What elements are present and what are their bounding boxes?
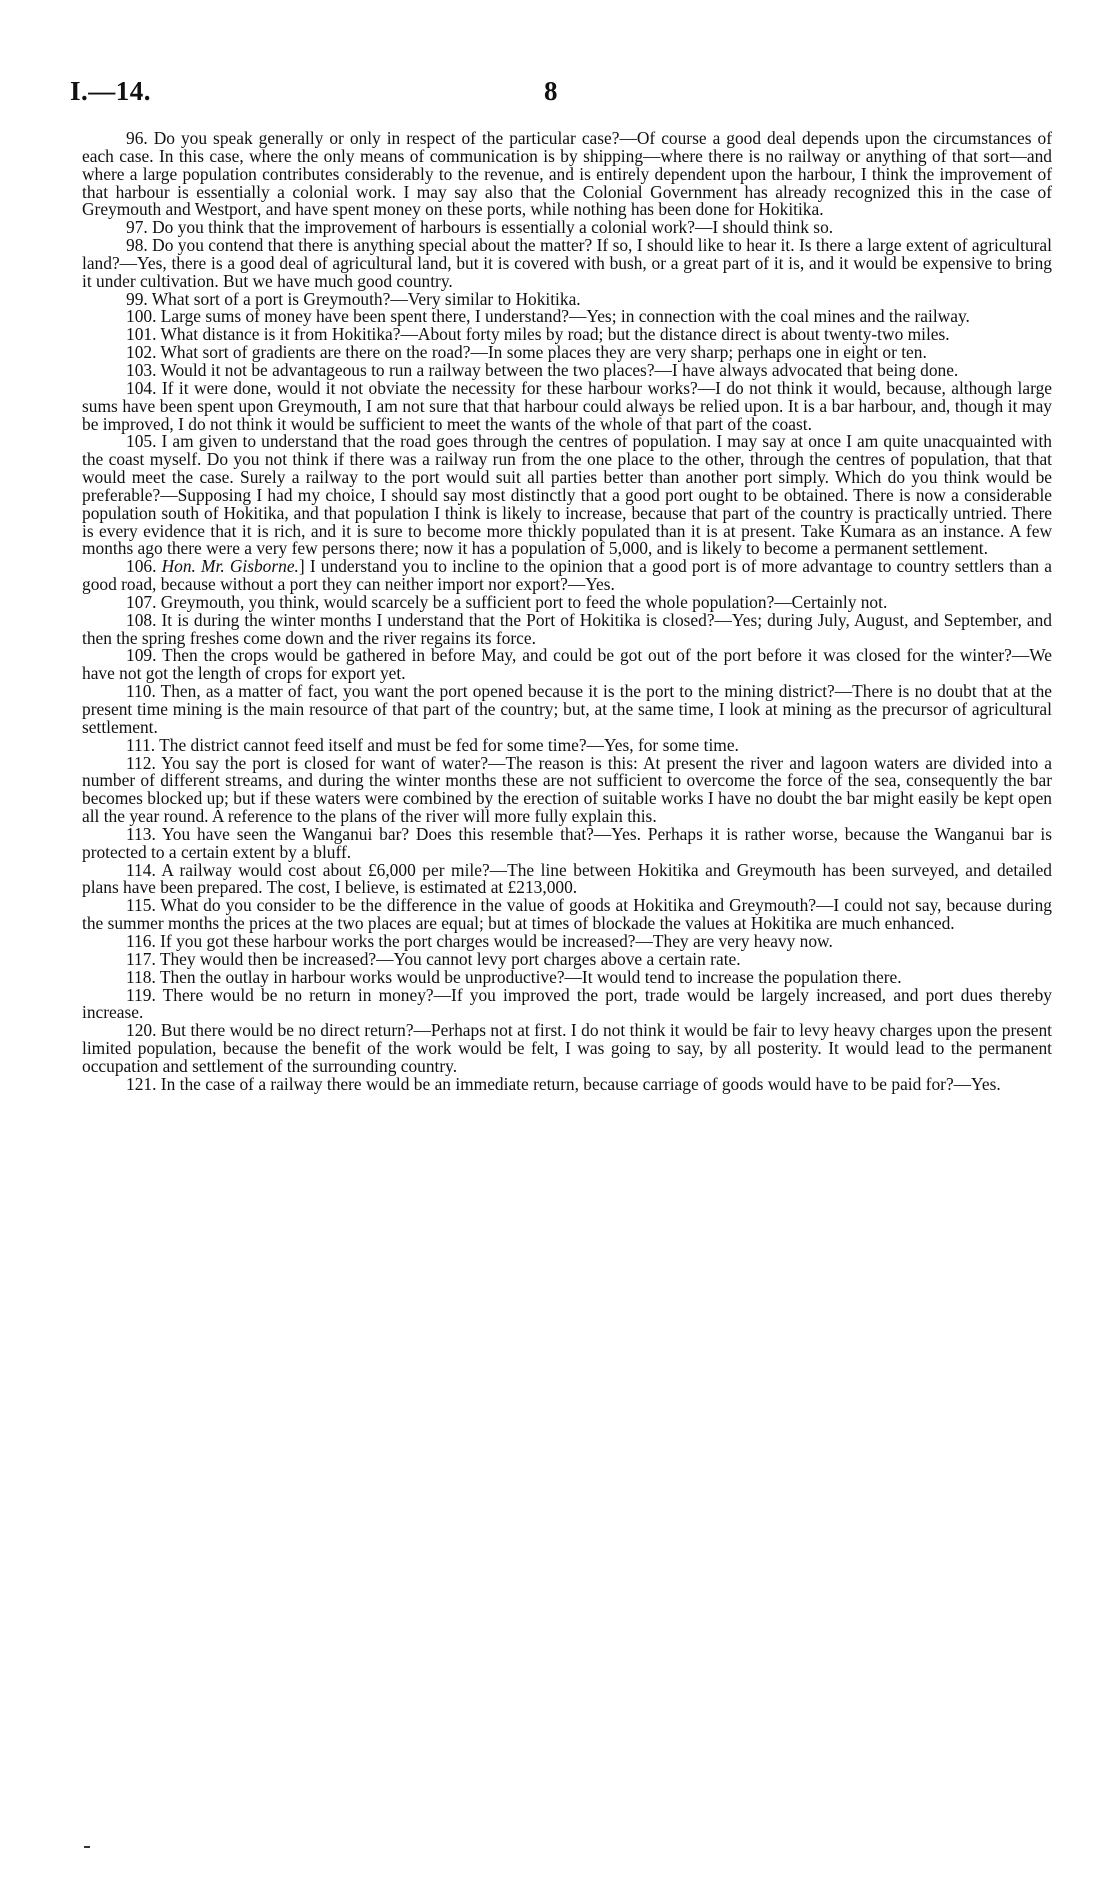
question-98: 98. Do you contend that there is anything special about the matter? If so, I should like to hear it. Is there a large extent of agricultural land?—Yes, there is a good deal of agricultural land, but it is covered with bush, or a great part of it is, and it would be expensive to bring it under cultivation. But we have much good country. (82, 235, 1052, 291)
question-108: 108. It is during the winter months I understand that the Port of Hokitika is closed?—Yes; during July, August, and September, and then the spring freshes come down and the river regains its force. (82, 609, 1052, 648)
question-99: 99. What sort of a port is Greymouth?—Very similar to Hokitika. (126, 288, 581, 309)
question-116: 116. If you got these harbour works the port charges would be increased?—They are very heavy now. (126, 930, 833, 951)
question-111: 111. The district cannot feed itself and must be fed for some time?—Yes, for some time. (126, 734, 739, 755)
page-header (70, 76, 1050, 116)
stray-mark (84, 1846, 90, 1848)
question-112: 112. You say the port is closed for want of water?—The reason is this: At present the river and lagoon waters are divided into a number of different streams, and during the winter months these are not sufficient to overcome the force of the sea, consequently the bar becomes blocked up; but if these waters were combined by the erection of suitable works I have no doubt the bar might easily be kept open all the year round. A reference to the plans of the river will more fully explain this. (82, 752, 1052, 827)
page-number: 8 (544, 76, 558, 106)
question-115: 115. What do you consider to be the difference in the value of goods at Hokitika and Greymouth?—I could not say, because during the summer months the prices at the two places are equal; but at times of blockade the values at Hokitika are much enhanced. (82, 895, 1052, 934)
document-reference: I.—14. (70, 76, 152, 106)
question-114: 114. A railway would cost about £6,000 per mile?—The line between Hokitika and Greymouth has been surveyed, and detailed plans have been prepared. The cost, I believe, is estimated at £213,000. (82, 859, 1052, 898)
question-100: 100. Large sums of money have been spent there, I understand?—Yes; in connection with the coal mines and the railway. (126, 306, 970, 327)
question-107: 107. Greymouth, you think, would scarcely be a sufficient port to feed the whole population?—Certainly not. (126, 591, 888, 612)
question-113: 113. You have seen the Wanganui bar? Does this resemble that?—Yes. Perhaps it is rather worse, because the Wanganui bar is protected to a certain extent by a bluff. (82, 823, 1052, 862)
question-120: 120. But there would be no direct return?—Perhaps not at first. I do not think it would be fair to levy heavy charges upon the present limited population, because the benefit of the work would be felt, I was going to say, by all posterity. It would lead to the permanent occupation and settlement of the surrounding country. (82, 1020, 1052, 1076)
evidence-text (82, 130, 1052, 1094)
question-105: 105. I am given to understand that the road goes through the centres of population. I may say at once I am quite unacquainted with the coast myself. Do you not think if there was a railway run from the one place to the other, through the centres of population, that that would meet the case. Surely a railway to the port would suit all parties better than another port simply. Which do you think would be preferable?—Supposing I had my choice, I should say most distinctly that a good port ought to be obtained. There is now a considerable population south of Hokitika, and that population I think is likely to increase, because that part of the country is practically untried. There is every evidence that it is rich, and it is sure to become more thickly populated than it is at present. Take Kumara as an instance. A few months ago there were a very few persons there; now it has a population of 5,000, and is likely to become a permanent settlement. (82, 431, 1052, 559)
question-97: 97. Do you think that the improvement of harbours is essentially a colonial work?—I should think so. (126, 217, 834, 238)
question-110: 110. Then, as a matter of fact, you want the port opened because it is the port to the mining district?—There is no doubt that at the present time mining is the main resource of that part of the country; but, at the same time, I look at mining as the precursor of agricultural settlement. (82, 681, 1052, 737)
bracket: ] (298, 556, 305, 577)
question-103: 103. Would it not be advantageous to run a railway between the two places?—I have always advocated that being done. (126, 359, 959, 380)
question-117: 117. They would then be increased?—You cannot levy port charges above a certain rate. (126, 948, 741, 969)
speaker-name: Hon. Mr. Gisborne. (161, 556, 299, 577)
question-118: 118. Then the outlay in harbour works would be unproductive?—It would tend to increase the population there. (126, 966, 902, 987)
question-96: 96. Do you speak generally or only in respect of the particular case?—Of course a good deal depends upon the circumstances of each case. In this case, where the only means of communication is by shipping—where there is no railway or anything of that sort—and where a large population contributes considerably to the revenue, and is entirely dependent upon the harbour, I think the improvement of that harbour is essentially a colonial work. I may say also that the Colonial Government has already recognized this in the case of Greymouth and Westport, and have spent money on these ports, while nothing has been done for Hokitika. (82, 128, 1052, 220)
question-text: I understand you to incline to the opinion that a good port is of more advantage to country settlers than a good road, because without a port they can neither import nor export?—Yes. (82, 556, 1052, 595)
question-106 (82, 558, 1052, 594)
question-119: 119. There would be no return in money?—If you improved the port, trade would be largely increased, and port dues thereby increase. (82, 984, 1052, 1023)
question-104: 104. If it were done, would it not obviate the necessity for these harbour works?—I do not think it would, because, although large sums have been spent upon Greymouth, I am not sure that that harbour could always be relied upon. It is a bar harbour, and, though it may be improved, I do not think it would be sufficient to meet the wants of the whole of that part of the coast. (82, 377, 1052, 434)
question-102: 102. What sort of gradients are there on the road?—In some places they are very sharp; perhaps one in eight or ten. (126, 342, 927, 363)
question-101: 101. What distance is it from Hokitika?—About forty miles by road; but the distance direct is about twenty-two miles. (126, 324, 950, 345)
question-109: 109. Then the crops would be gathered in before May, and could be got out of the port before it was closed for the winter?—We have not got the length of crops for export yet. (82, 645, 1052, 684)
question-number: 106. (126, 556, 157, 577)
question-121: 121. In the case of a railway there would be an immediate return, because carriage of goods would have to be paid for?—Yes. (126, 1073, 1001, 1094)
